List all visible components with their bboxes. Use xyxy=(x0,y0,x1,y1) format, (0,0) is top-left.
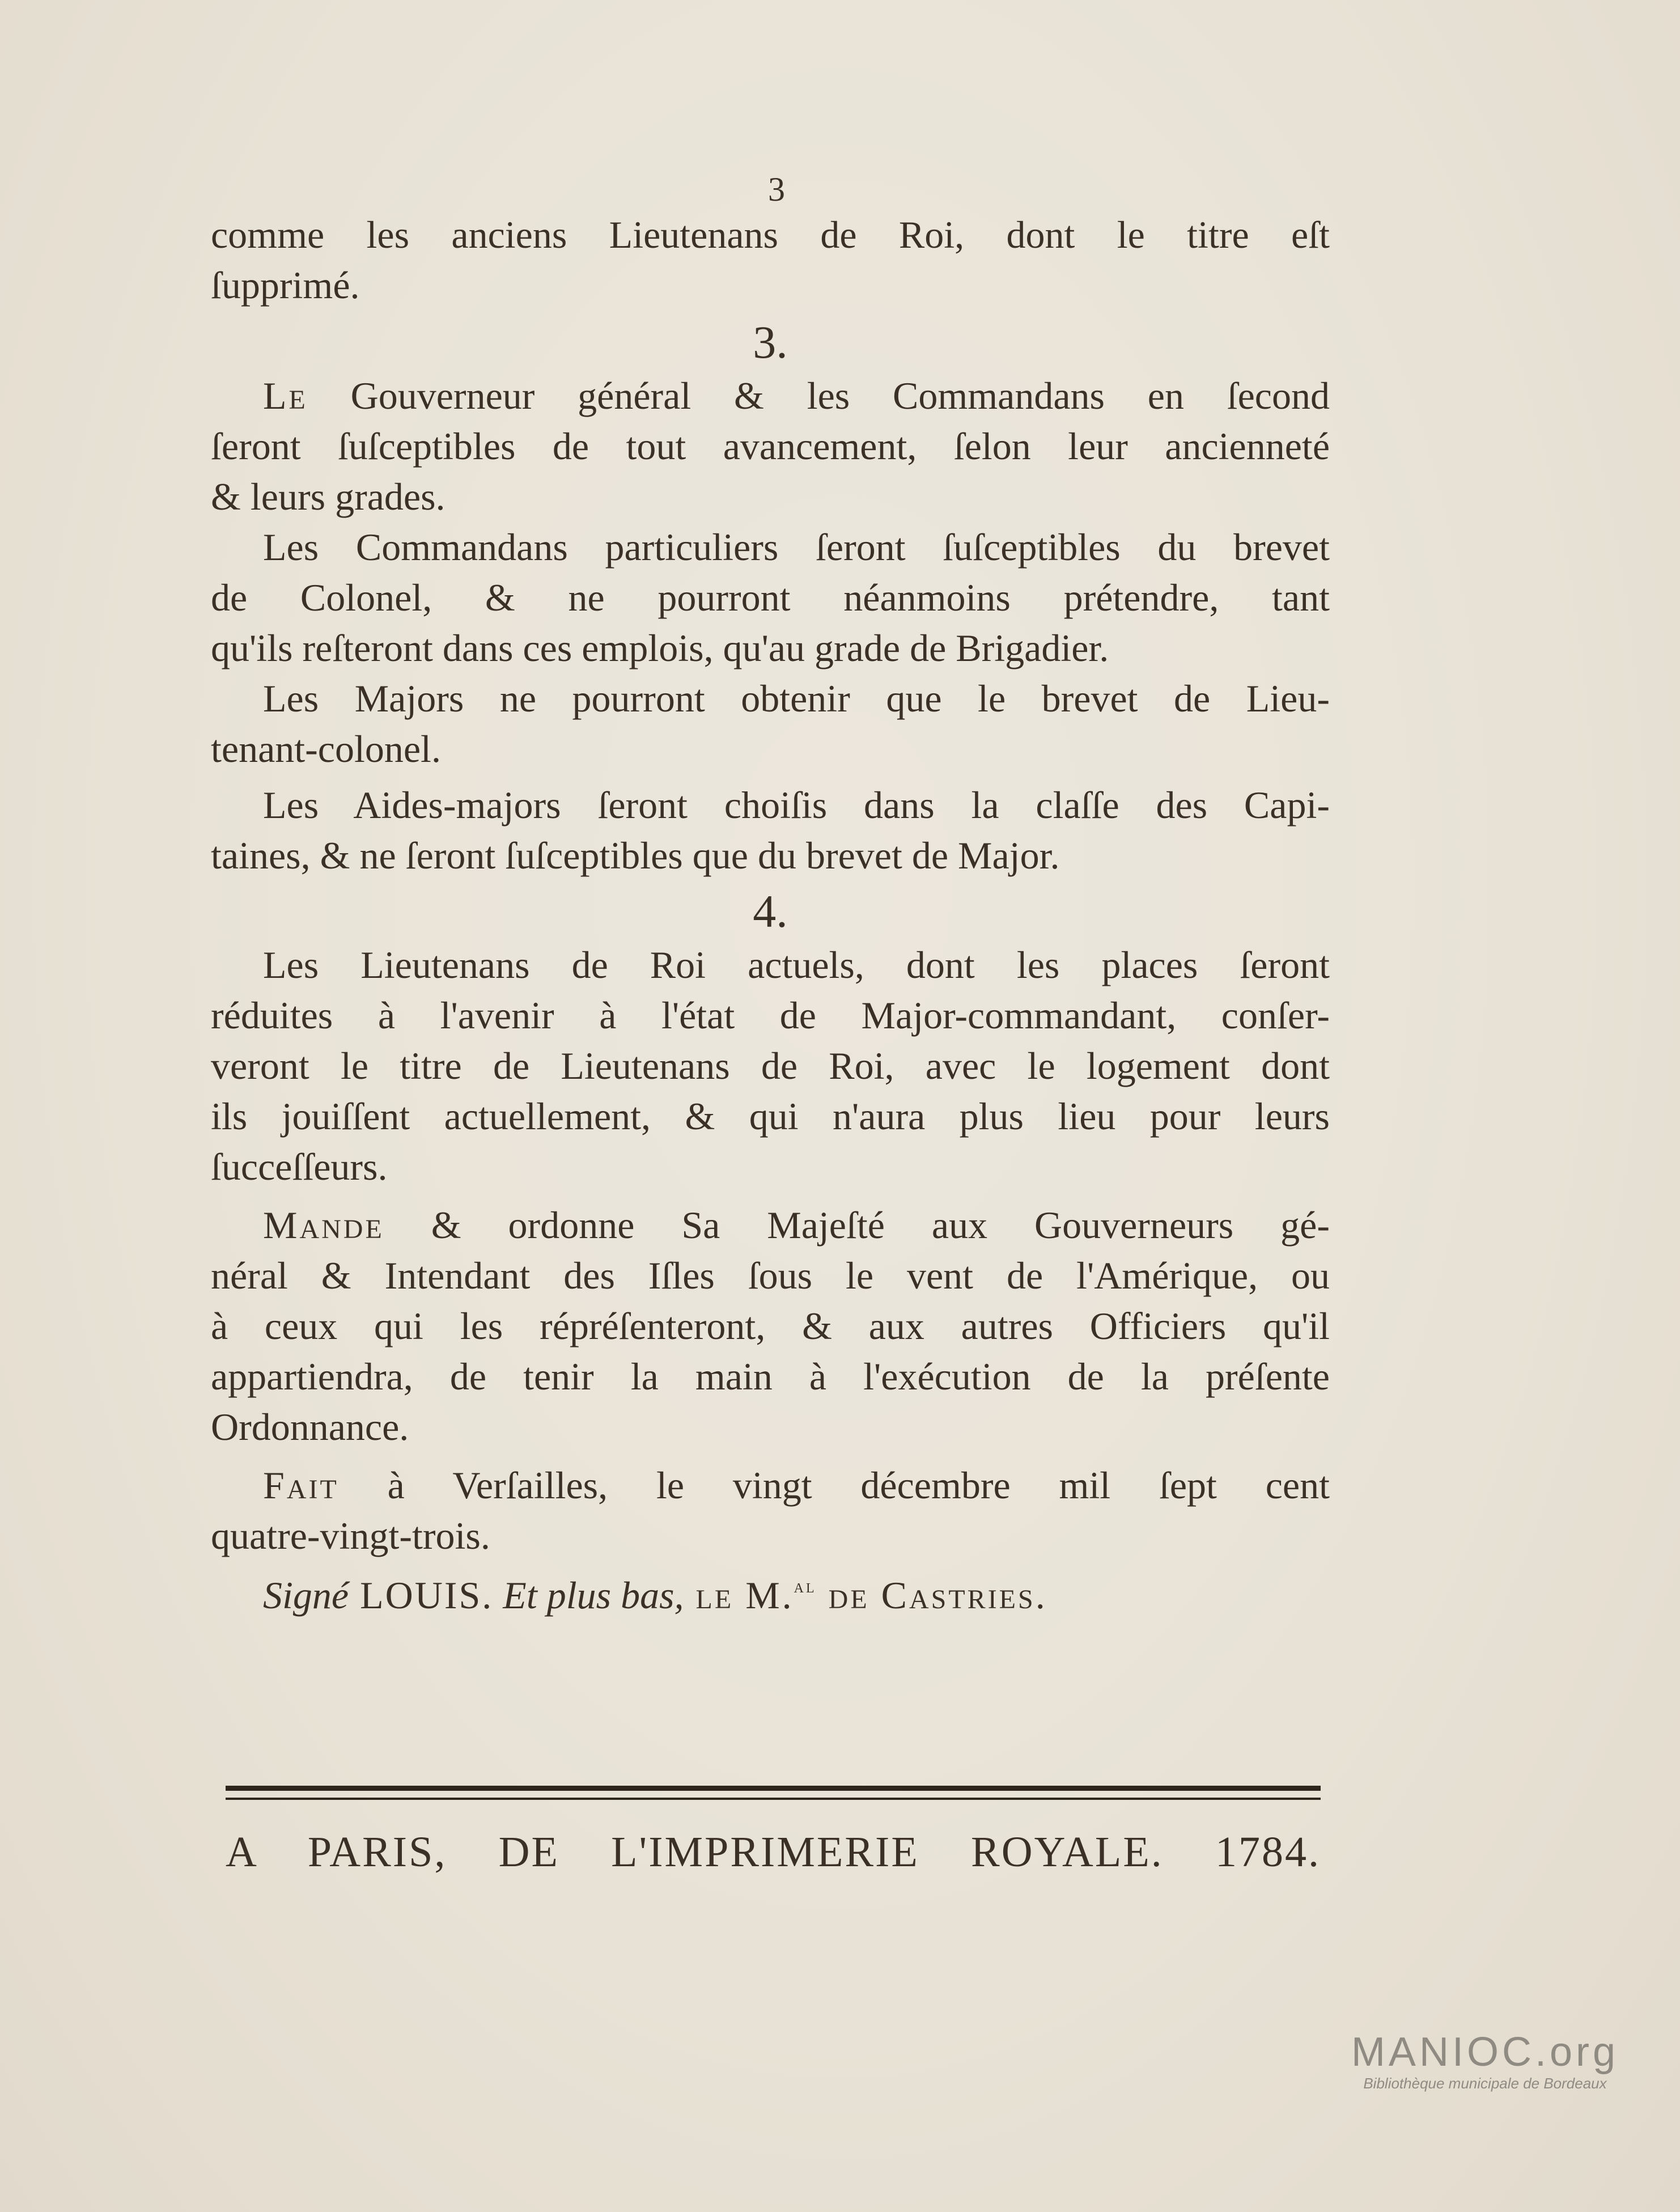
page-number: 3 xyxy=(768,171,785,208)
text-line: Les Commandans particuliers ſeront ſuſceptibles du brevet xyxy=(263,526,1330,569)
imprint-line: A PARIS, DE L'IMPRIMERIE ROYALE. 1784. xyxy=(226,1828,1321,1876)
text-line: quatre-vingt-trois. xyxy=(211,1514,490,1557)
text-line: appartiendra, de tenir la main à l'exécution de la préſente xyxy=(211,1355,1330,1398)
text-line: Les Majors ne pourront obtenir que le brevet de Lieu- xyxy=(263,677,1330,720)
signature-louis: LOUIS. xyxy=(349,1574,494,1617)
et-plus-bas-text: Et plus bas, xyxy=(493,1574,684,1617)
text-span: & ordonne Sa Majeſté aux Gouverneurs gé- xyxy=(384,1204,1330,1247)
text-line: Ordonnance. xyxy=(211,1405,409,1448)
text-line: ſeront ſuſceptibles de tout avancement, ſelon leur ancienneté xyxy=(211,425,1330,468)
text-line xyxy=(211,371,1330,421)
text-line: comme les anciens Lieutenans de Roi, dont le titre eſt xyxy=(211,213,1330,256)
signe-text: Signé xyxy=(263,1574,349,1617)
text-line: Les Lieutenans de Roi actuels, dont les places ſeront xyxy=(263,943,1330,986)
signature-line xyxy=(211,1561,1330,1617)
signature-de-castries: de Castries. xyxy=(816,1574,1047,1617)
watermark-brand: MANIOC.org xyxy=(1351,2029,1619,2075)
text-line xyxy=(211,1460,1330,1511)
text-line: veront le titre de Lieutenans de Roi, avec le logement dont xyxy=(211,1044,1330,1087)
lead-word: Le xyxy=(263,374,308,417)
text-line: ſucceſſeurs. xyxy=(211,1145,388,1188)
article-number: 4. xyxy=(753,885,788,937)
text-line: ils jouiſſent actuellement, & qui n'aura plus lieu pour leurs xyxy=(211,1095,1330,1138)
divider-rule-thin xyxy=(226,1798,1321,1800)
signature-le-m: le M. xyxy=(684,1574,794,1617)
text-line xyxy=(211,1200,1330,1251)
signature-al-superscript: al xyxy=(794,1576,817,1597)
lead-word: Fait xyxy=(263,1464,339,1507)
text-line: Les Aides-majors ſeront choiſis dans la claſſe des Capi- xyxy=(263,783,1330,827)
text-line: de Colonel, & ne pourront néanmoins prétendre, tant xyxy=(211,576,1330,619)
text-span: à Verſailles, le vingt décembre mil ſept cent xyxy=(338,1464,1330,1507)
watermark-subtitle: Bibliothèque municipale de Bordeaux xyxy=(1363,2075,1607,2092)
text-line: taines, & ne ſeront ſuſceptibles que du brevet de Major. xyxy=(211,834,1060,877)
text-line: tenant-colonel. xyxy=(211,727,441,770)
text-line: réduites à l'avenir à l'état de Major-commandant, conſer- xyxy=(211,994,1330,1037)
article-number: 3. xyxy=(753,316,788,368)
text-line: ſupprimé. xyxy=(211,264,360,307)
text-line: à ceux qui les répréſenteront, & aux autres Officiers qu'il xyxy=(211,1304,1330,1347)
text-span: Gouverneur général & les Commandans en ſecond xyxy=(307,374,1330,417)
lead-word: Mande xyxy=(263,1204,384,1247)
text-line: qu'ils reſteront dans ces emplois, qu'au grade de Brigadier. xyxy=(211,626,1109,669)
divider-rule-thick xyxy=(226,1786,1321,1791)
watermark xyxy=(1326,2029,1644,2092)
text-line: & leurs grades. xyxy=(211,475,446,518)
text-line: néral & Intendant des Iſles ſous le vent de l'Amérique, ou xyxy=(211,1254,1330,1297)
body-text xyxy=(211,164,1330,1617)
